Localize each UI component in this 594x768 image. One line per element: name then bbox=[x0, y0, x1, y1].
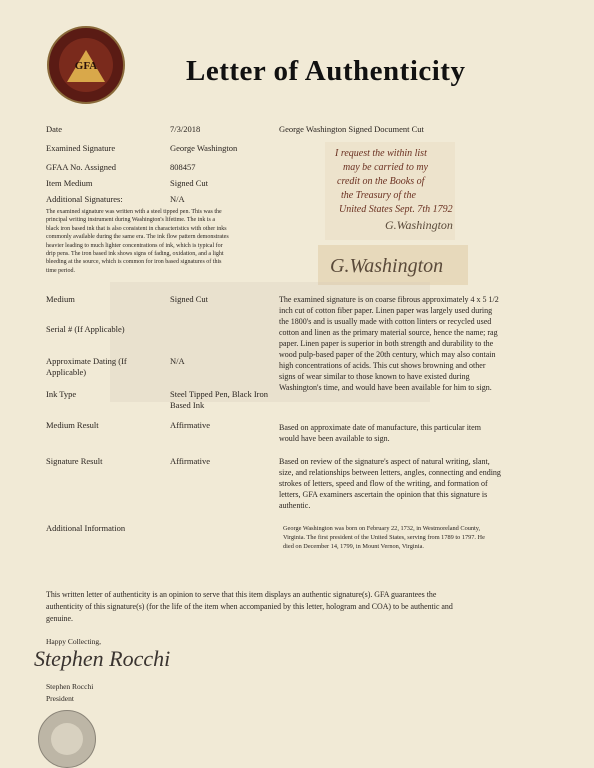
footer-line: This written letter of authenticity is an opinion to serve that this item displays an authentic signature(s). GFA guarantees the bbox=[46, 590, 437, 599]
footer-line: genuine. bbox=[46, 614, 73, 623]
washington-signature: G.Washington bbox=[330, 255, 444, 277]
signature-result-value: Affirmative bbox=[170, 456, 210, 466]
ink-note-line: bleeding at the source, which is common for iron based signatures of this bbox=[46, 259, 222, 265]
gfa-logo-inner bbox=[59, 38, 113, 92]
hologram-seal bbox=[38, 710, 96, 768]
ink-note-line: principal writing instrument during Washington's lifetime. The ink is a bbox=[46, 217, 216, 223]
ink-type-label: Ink Type bbox=[46, 389, 77, 399]
signature-cut-image bbox=[318, 245, 468, 285]
handwriting-line: credit on the Books of bbox=[337, 176, 425, 187]
additional-info-line: George Washington was born on February 22, 1732, in Westmoreland County, bbox=[283, 525, 481, 532]
additional-info-line: Virginia. The first president of the United States, serving from 1789 to 1797. He bbox=[283, 534, 485, 541]
additional-signatures-label: Additional Signatures: bbox=[46, 194, 123, 204]
medium-result-desc-line: would have been available to sign. bbox=[279, 434, 390, 443]
examined-signature-value: George Washington bbox=[170, 143, 238, 153]
item-medium-label: Item Medium bbox=[46, 178, 93, 188]
gfa-logo-text: GFA bbox=[74, 60, 98, 72]
gfa-logo bbox=[47, 26, 125, 104]
document-cut-image bbox=[325, 142, 455, 240]
medium-desc-line: inch cut of cotton fiber paper. Linen paper was largely used during bbox=[279, 306, 493, 315]
approximate-dating-label: Approximate Dating (If Applicable) bbox=[46, 356, 127, 377]
signature-result-desc-line: authentic. bbox=[279, 501, 311, 510]
medium-result-desc-line: Based on approximate date of manufacture, this particular item bbox=[279, 423, 481, 432]
medium-value: Signed Cut bbox=[170, 294, 209, 304]
signature-result-desc-line: strokes of letters, speed and flow of the writing, and formation of bbox=[279, 479, 488, 488]
ink-note-line: black iron based ink that is also consistent in characteristics with other inks bbox=[46, 226, 227, 232]
additional-info-line: died on December 14, 1799, in Mount Vernon, Virginia. bbox=[283, 543, 424, 550]
item-medium-value: Signed Cut bbox=[170, 178, 209, 188]
medium-result-value: Affirmative bbox=[170, 420, 210, 430]
medium-desc-line: signs of wear similar to those known to have existed during bbox=[279, 372, 470, 381]
ink-note-line: heavier leading to much lighter concentrations of ink, which is typical for bbox=[46, 243, 223, 249]
additional-information-label: Additional Information bbox=[46, 523, 126, 533]
medium-label: Medium bbox=[46, 294, 75, 304]
medium-desc-line: wood pulp-based paper of the 20th century, which may also contain bbox=[279, 350, 496, 359]
medium-desc-line: high concentrations of acids. This cut shows browning and other bbox=[279, 361, 486, 370]
ink-note-line: The examined signature was written with a steel tipped pen. This was the bbox=[46, 209, 222, 215]
handwriting-line: the Treasury of the bbox=[341, 190, 416, 201]
ink-type-value: Steel Tipped Pen, Black Iron Based Ink bbox=[170, 389, 268, 410]
footer-line: authenticity of this signature(s) (for the life of the item when accompanied by this letter, hologram and COA) to be authentic and bbox=[46, 602, 453, 611]
handwriting-line: I request the within list bbox=[335, 148, 427, 159]
hologram-seal-inner bbox=[51, 723, 83, 755]
item-title: George Washington Signed Document Cut bbox=[279, 124, 424, 134]
medium-desc-line: cotton and linen as the primary material source, hence the name; rag bbox=[279, 328, 498, 337]
signer-name: Stephen Rocchi bbox=[46, 682, 94, 691]
additional-signatures-value: N/A bbox=[170, 194, 185, 204]
date-value: 7/3/2018 bbox=[170, 124, 201, 134]
signer-title: President bbox=[46, 694, 74, 703]
approximate-dating-value: N/A bbox=[170, 356, 185, 366]
medium-result-label: Medium Result bbox=[46, 420, 99, 430]
medium-desc-line: paper. Linen paper is superior in both strength and durability to the bbox=[279, 339, 494, 348]
gfaa-number-value: 808457 bbox=[170, 162, 196, 172]
handwriting-line: United States Sept. 7th 1792 bbox=[339, 204, 453, 215]
medium-desc-line: The examined signature is on coarse fibrous approximately 4 x 5 1/2 bbox=[279, 295, 499, 304]
signature-result-desc-line: size, and relationships between letters, angles, connecting and ending bbox=[279, 468, 501, 477]
ink-note-line: time period. bbox=[46, 268, 75, 274]
ink-note-line: drip pens. The iron based ink shows signs of fading, oxidation, and a light bbox=[46, 251, 224, 257]
ink-note-line: commonly available during the same era. The ink flow pattern demonstrates bbox=[46, 234, 229, 240]
serial-label: Serial # (If Applicable) bbox=[46, 324, 125, 334]
signature-result-label: Signature Result bbox=[46, 456, 103, 466]
signature-result-desc-line: Based on review of the signature's aspect of natural writing, slant, bbox=[279, 457, 490, 466]
gfaa-number-label: GFAA No. Assigned bbox=[46, 162, 116, 172]
medium-desc-line: the 1800's and is usually made with cotton linters or recycled used bbox=[279, 317, 492, 326]
handwriting-line: may be carried to my bbox=[343, 162, 428, 173]
president-signature: Stephen Rocchi bbox=[34, 646, 171, 671]
closing-text: Happy Collecting, bbox=[46, 637, 101, 646]
examined-signature-label: Examined Signature bbox=[46, 143, 116, 153]
handwriting-signature: G.Washington bbox=[385, 218, 453, 232]
signature-result-desc-line: letters, GFA examiners ascertain the opinion that this signature is bbox=[279, 490, 488, 499]
date-label: Date bbox=[46, 124, 63, 134]
medium-desc-line: Washington's time, and would have been available for him to sign. bbox=[279, 383, 492, 392]
page-title: Letter of Authenticity bbox=[186, 55, 466, 87]
